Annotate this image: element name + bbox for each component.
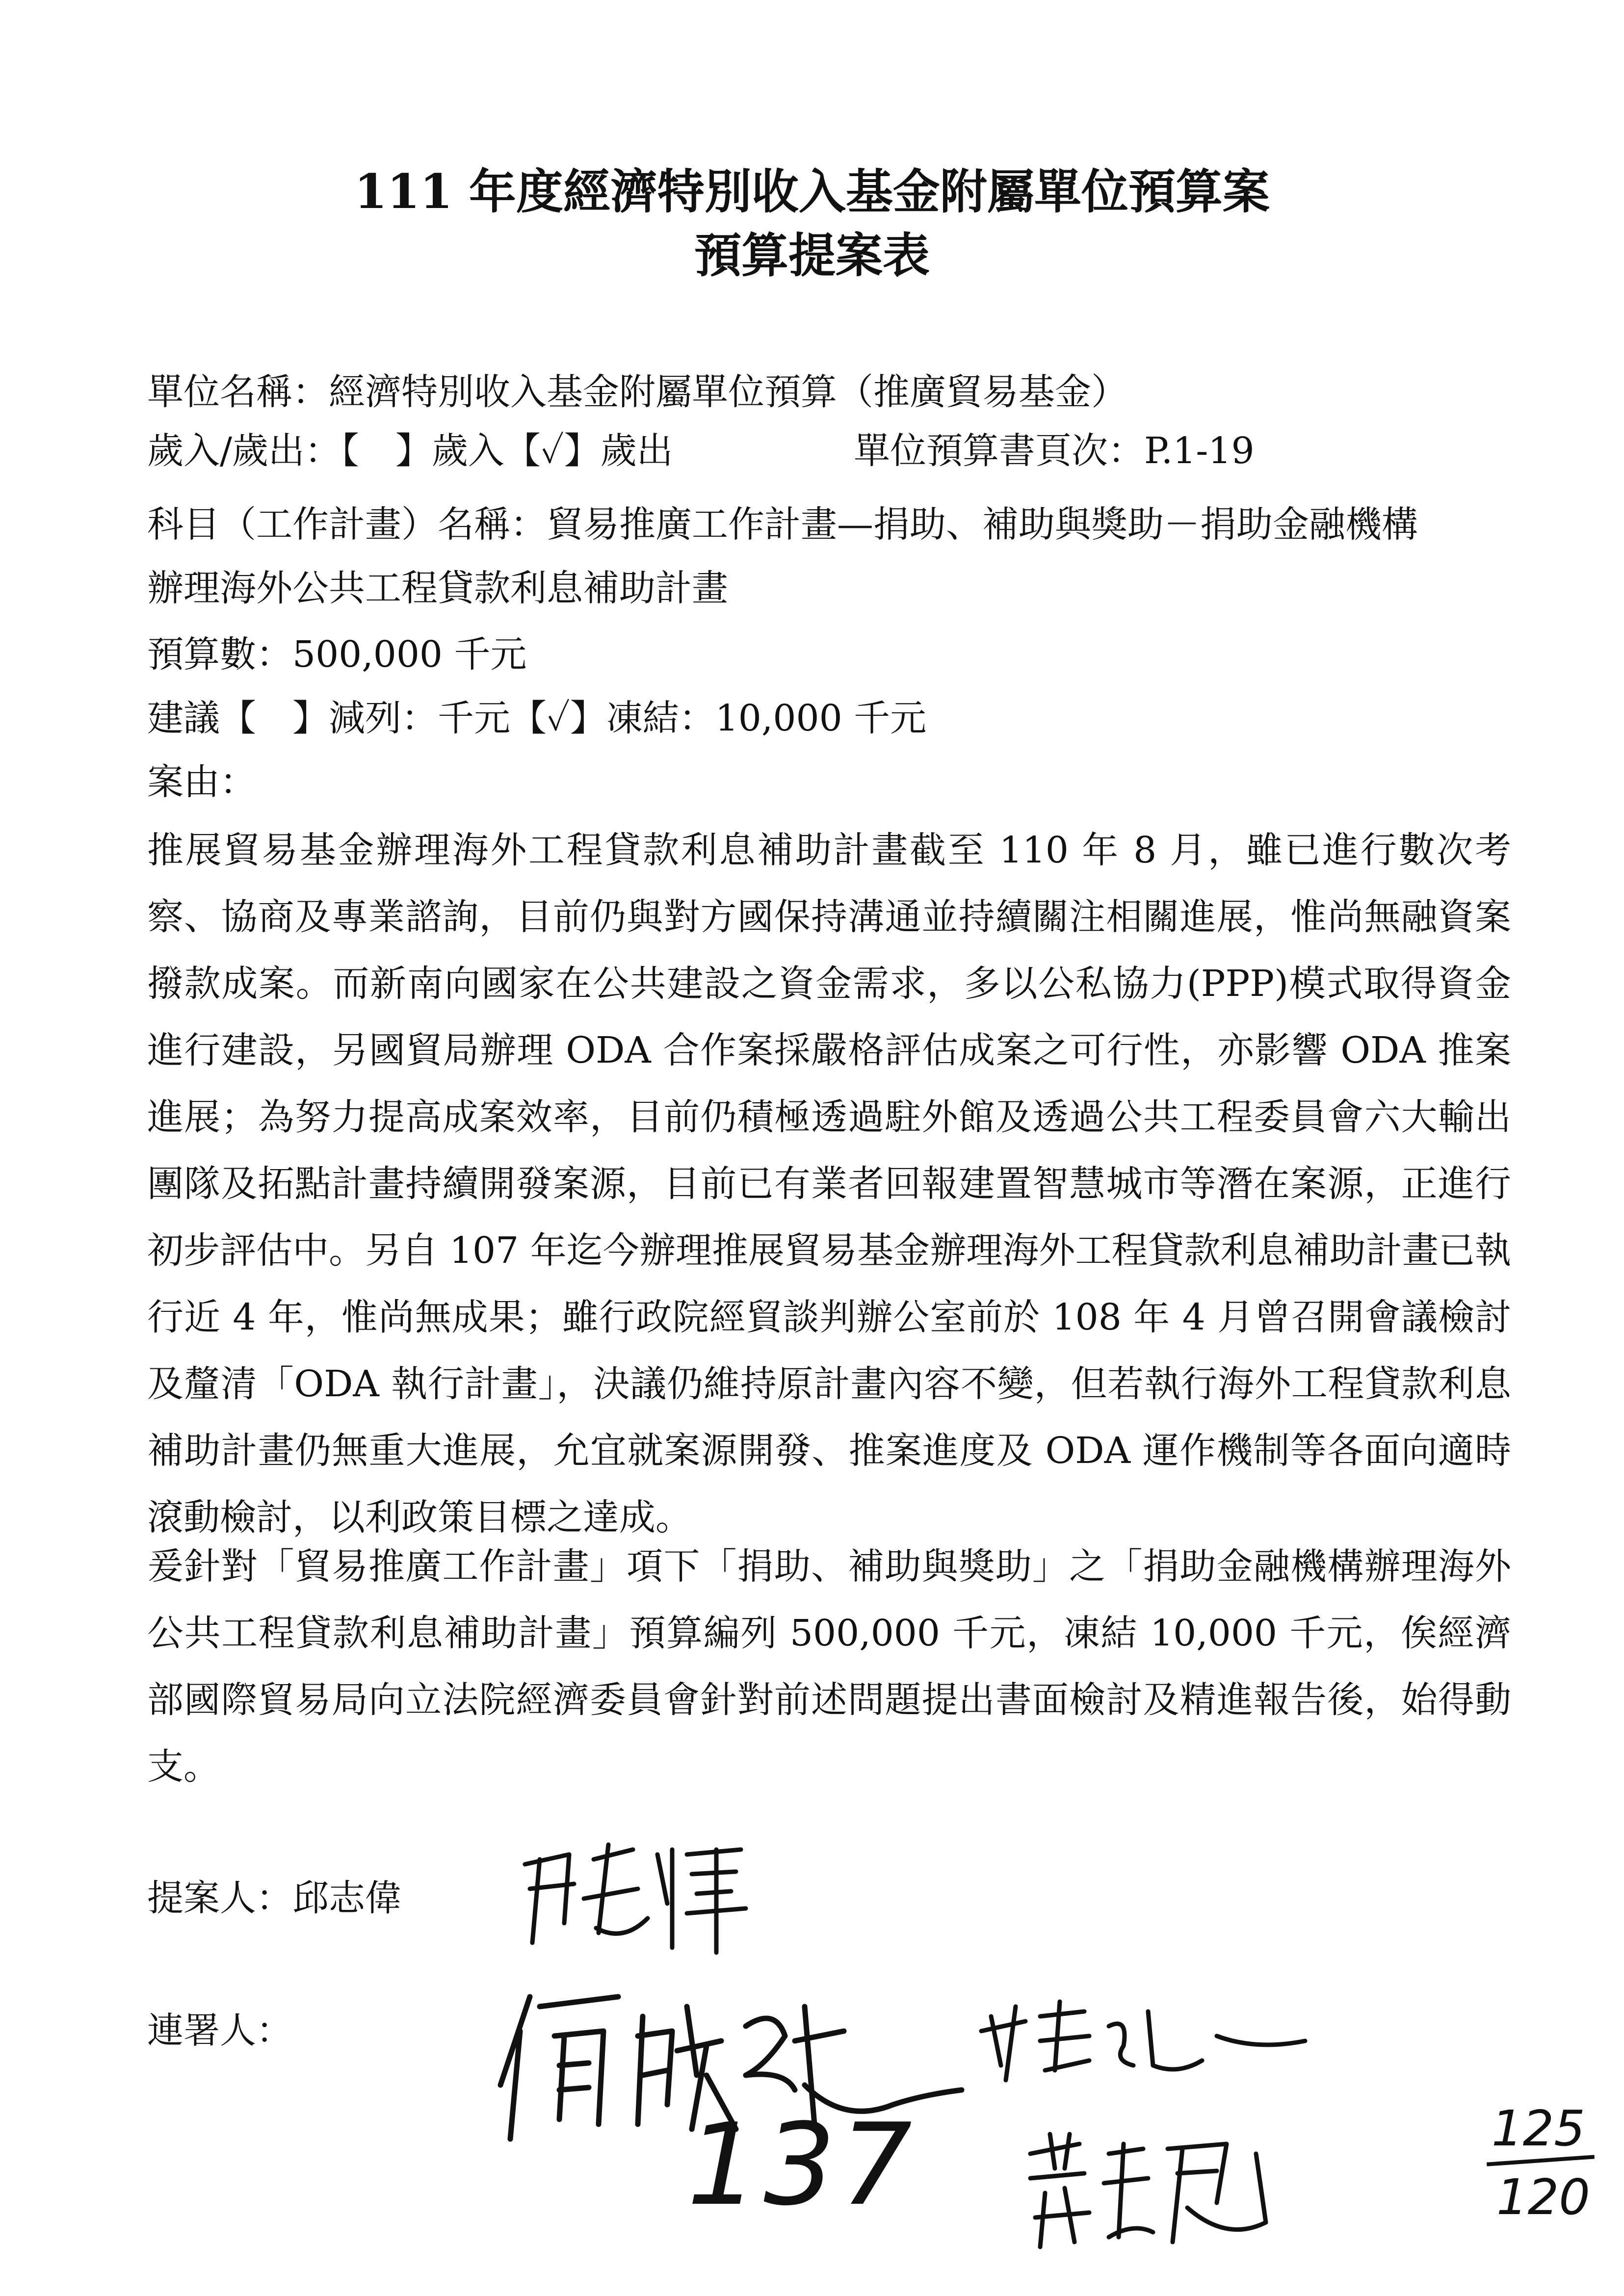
income-expense-field: 歲入/歲出：【 】歲入【✓】歲出 [147,430,673,472]
reason-paragraph-2: 爰針對「貿易推廣工作計畫」項下「捐助、補助與獎助」之「捐助金融機構辦理海外公共工程貸款利息補助計畫」預算編列 500,000 千元，凍結 10,000 千元，俟經濟部國際貿易局向立法院經濟委員會針對前述問題提出書面檢討及精進報告後，始得動支。 [147,1545,1511,1788]
budget-page-field: 單位預算書頁次：P.1-19 [854,430,1255,472]
unit-name-field: 單位名稱：經濟特別收入基金附屬單位預算（推廣貿易基金） [147,371,1127,413]
suggestion-field: 建議【 】減列：千元【✓】凍結：10,000 千元 [147,697,927,739]
subject-field-line1: 科目（工作計畫）名稱：貿易推廣工作計畫—捐助、補助與獎助－捐助金融機構 [147,503,1418,546]
page-number-handwritten: 137 [687,2100,917,2231]
page-title-line2: 預算提案表 [694,228,930,283]
margin-note-bottom: 120 [1496,2168,1590,2226]
subject-field-line2: 辦理海外公共工程貸款利息補助計畫 [147,567,728,609]
cosigner-label: 連署人： [147,2009,292,2052]
proposer-signature [510,1830,785,1957]
proposer-label: 提案人：邱志偉 [147,1877,401,1919]
page-title-line1: 111 年度經濟特別收入基金附屬單位預算案 [354,164,1270,219]
cosigner-signature-3 [1021,2124,1295,2252]
cosigner-signature-2 [971,1987,1315,2085]
budget-amount-field: 預算數：500,000 千元 [147,633,527,676]
reason-label: 案由： [147,761,256,803]
margin-note-top: 125 [1492,2100,1585,2157]
reason-paragraph-1: 推展貿易基金辦理海外工程貸款利息補助計畫截至 110 年 8 月，雖已進行數次考察、協商及專業諮詢，目前仍與對方國保持溝通並持續關注相關進展，惟尚無融資案撥款成案。而新南向國家在公共建設之資金需求，多以公私協力(PPP)模式取得資金進行建設，另國貿局辦理 ODA 合作案採嚴格評估成案之可行性，亦影響 ODA 推案進展；為努力提高成案效率，目前仍積極透過駐外館及透過公共工程委員會六大輸出團隊及拓點計畫持續開發案源，目前已有業者回報建置智慧城市等潛在案源，正進行初步評估中。另自 107 年迄今辦理推展貿易基金辦理海外工程貸款利息補助計畫已執行近 4 年，惟尚無成果；雖行政院經貿談判辦公室前於 108 年 4 月曾召開會議檢討及釐清「ODA 執行計畫」，決議仍維持原計畫內容不變，但若執行海外工程貸款利息補助計畫仍無重大進展，允宜就案源開發、推案進度及 ODA 運作機制等各面向適時滾動檢討，以利政策目標之達成。 [147,829,1511,1539]
